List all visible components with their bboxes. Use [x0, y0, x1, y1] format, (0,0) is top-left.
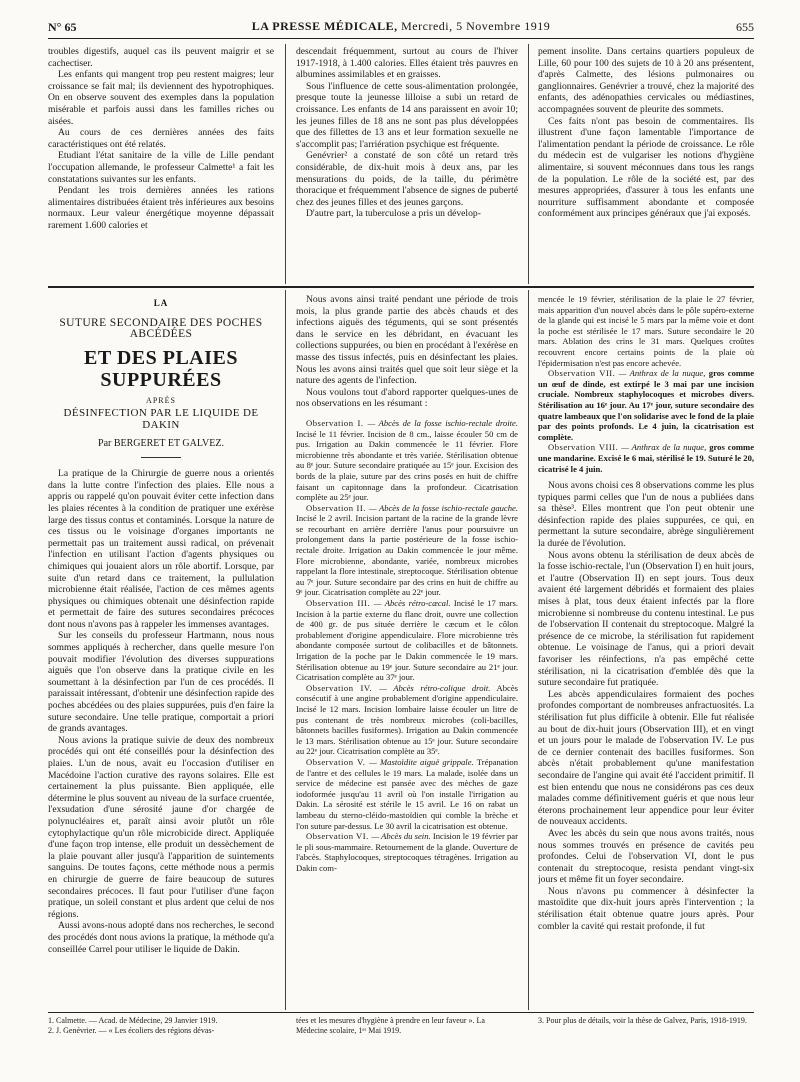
newspaper-page — [48, 0, 754, 1082]
obs-text: Abcès consécutif à une angine probablement d'origine appendiculaire. Incisé le 12 mars. Incision lombaire laisse écouler un litre de pus contenant de très nombreux microbes (coli-bacilles, bâtonnets bacilles fusiformes). Irrigation au Dakin commencée le 13 mars. Stérilisation obtenue au 15ᵉ jour. Suture secondaire au 22ᵉ jour. Cicatrisation complète au 35ᵉ. — [296, 682, 518, 757]
top-col3-paragraph: pement insolite. Dans certains quartiers populeux de Lille, 60 pour 100 des sujets de 10 à 20 ans présentent, d'après Calmette, des lésions pulmonaires ou ganglionnaires. Genévrier a trouvé, chez la majorité des enfants, des adénopathies cervicales ou médiastines, accompagnées souvent de pleurite des sommets. — [538, 46, 754, 115]
footnotes-column-3 — [538, 1016, 754, 1026]
obs-title: — Anthrax de la nuque, — [618, 368, 706, 379]
article-col3-paragraph: Avec les abcès du sein que nous avons traités, nous nous sommes trouvés en présence de cavités peu profondes. Celui de l'observation VI, dont le pus contenait du streptocoque, resista pendant vingt-six jours et même fit un foyer secondaire. — [538, 827, 754, 886]
top-column-2 — [296, 46, 518, 282]
footnote-rule — [48, 1012, 754, 1013]
column-divider — [528, 44, 529, 284]
article-body-1 — [48, 468, 274, 955]
observation-8 — [538, 442, 754, 474]
obs-head: Observation V. — [306, 756, 370, 767]
article-column-2 — [296, 294, 518, 1010]
top-col2-paragraph: Sous l'influence de cette sous-alimentation prolongée, presque toute la jeunesse lilloise a subi un retard de croissance. Les enfants de 14 ans paraissent en avoir 10; les jeunes filles de 18 ans ne sont pas plus développées que des fillettes de 13 ans et leur formation sexuelle ne s'accomplit pas; l'arriération psychique est fréquente. — [296, 80, 518, 150]
obs-title: — Abcès de la fosse ischio-rectale droite. — [367, 417, 518, 428]
obs-head: Observation VI. — [306, 831, 372, 842]
page-number: 655 — [736, 20, 754, 34]
top-column-3 — [538, 46, 754, 282]
footnote-3: 3. Pour plus de détails, voir la thèse de Galvez, Paris, 1918-1919. — [538, 1016, 747, 1025]
observation-2 — [296, 503, 518, 598]
obs-title: — Abcès rétro-colique droit. — [379, 682, 491, 693]
article-col1-paragraph: Nous avions la pratique suivie de deux des nombreux procédés qui ont été conseillés pour la désinfection des plaies. L'un de nous, avait eu l'occasion d'utiliser en Macédoine l'action curative des rayons solaires. Elle est certainement la plus puissante. Bien appliquée, elle détermine le plus souvent au niveau de la surface cruentée, l'exsudation d'une sérosité jaune d'or chargée de polynucléaires et, paraît ainsi avoir plutôt un rôle cytophylactique qu'un rôle microbicide direct. Appliquée d'une façon trop intense, elle produit un dessèchement de la plaie pouvant aller jusqu'à l'apparition de suintements sanguins. De toutes façons, cette méthode nous a permis en chirurgie de guerre de faire beaucoup de sutures secondaires précoces. Il faut pour l'utiliser d'une façon pratique, un soleil constant et plus ardent que celui de nos régions. — [48, 734, 274, 920]
observation-5 — [296, 757, 518, 831]
observation-4 — [296, 683, 518, 757]
observations-list — [296, 418, 518, 874]
top-col2-paragraph: Genévrier² a constaté de son côté un retard très considérable, de dix-huit mois à deux ans, par les mensurations du poids, de la taille, du périmètre thoracique et fréquemment l'absence de signes de puberté chez des jeunes filles et des jeunes garçons. — [296, 150, 518, 208]
issue-date: Mercredi, 5 Novembre 1919 — [401, 19, 551, 33]
article-body-3 — [538, 480, 754, 932]
obs-head: Observation II. — [306, 502, 369, 513]
page-header — [48, 18, 754, 36]
top-col1-paragraph: Les enfants qui mangent trop peu restent maigres; leur croissance se fait mal; ils deviennent des hypotrophiques. On en observe souvent des exemples dans la population misérable et parfois aussi dans les familles riches ou aisées. — [48, 69, 274, 127]
title-separator — [141, 457, 181, 458]
article-col3-paragraph: Nous avons choisi ces 8 observations comme les plus typiques parmi celles que l'un de nous a publiées dans sa thèse³. Elles montrent que l'on peut obtenir une désinfection rapide des plaies suppurées, ce qui, en permettant la suture secondaire, abrège singulièrement la durée de l'évolution. — [538, 480, 754, 550]
article-title-line-3: DÉSINFECTION PAR LE LIQUIDE DE DAKIN — [63, 407, 259, 431]
article-byline: Par BERGERET ET GALVEZ. — [98, 437, 224, 449]
top-col1-paragraph: Au cours de ces dernières années des faits caractéristiques ont été relatés. — [48, 127, 274, 150]
header-rule — [48, 38, 754, 39]
top-col1-paragraph: Pendant les trois dernières années les rations alimentaires distribuées étaient très inférieures aux besoins normaux. Leur valeur énergétique moyenne dépassait rarement 1.600 calories et — [48, 185, 274, 231]
article-title-la: LA — [153, 298, 169, 308]
article-col2-paragraph: Nous voulons tout d'abord rapporter quelques-unes de nos observations en les résumant : — [296, 386, 518, 410]
top-col1-paragraph: troubles digestifs, auquel cas ils peuvent maigrir et se cachectiser. — [48, 46, 274, 69]
obs-text: Trépanation de l'antre et des cellules le 19 mars. La malade, isolée dans un service de médecine est pansée avec des mèches de gaze iodoformée jusqu'au 11 avril où l'on installe l'irrigation au Dakin. La sérosité est stérile le 15 avril. Le 16 on rabat un lambeau du sterno-cléido-mastoïdien qui comble la brèche et l'on suture par-dessus. Le 30 avril la cicatrisation est obtenue. — [296, 756, 518, 831]
obs-text: Incisé le 11 février. Incision de 8 cm., laisse écouler 50 cm de pus. Irrigation au Dakin commencée le 11 février. Flore microbienne très abondante et très variée. Stérilisation obtenue au 8ᵉ jour. Suture secondaire pratiquée au 15ᵉ jour. Excision des bords de la plaie, suture par des crins posés en huit de chiffre faisant un capitonnage dans la profondeur. Cicatrisation complète au 25ᵉ jour. — [296, 428, 518, 503]
article-title-main: ET DES PLAIES SUPPURÉES — [84, 346, 238, 391]
top-column-1 — [48, 46, 274, 282]
top-col2-paragraph: descendait fréquemment, surtout au cours de l'hiver 1917-1918, à 1.400 calories. Elles étaient très pauvres en albumines assimilables et en graisses. — [296, 46, 518, 81]
footnote-1: 1. Calmette. — Acad. de Médecine, 29 Janvier 1919. — [48, 1016, 218, 1025]
article-column-1 — [48, 294, 274, 1002]
obs-title: — Abcès du sein. — [371, 831, 431, 842]
top-col1-paragraph: Etudiant l'état sanitaire de la ville de Lille pendant l'occupation allemande, le professeur Calmette¹ a fait les constatations suivantes sur les enfants. — [48, 150, 274, 185]
footnote-2-cont: tées et les mesures d'hygiène à prendre en leur faveur ». La Médecine scolaire, 1ᵉʳ Mai 1919. — [296, 1016, 485, 1035]
article-column-3 — [538, 294, 754, 1010]
observation-6 — [296, 831, 518, 873]
top-col3-paragraph: Ces faits n'ont pas besoin de commentaires. Ils illustrent d'une façon lamentable l'importance de l'alimentation pendant la période de croissance. Le rôle du médecin est de vulgariser les notions d'hygiène alimentaire, si souvent méconnues dans tous les rangs de la population. Le rôle de la société est, par des mesures appropriées, d'assurer à tous les enfants une nourriture suffisamment abondante et composée conformément aux principes généraux que j'ai exposés. — [538, 115, 754, 220]
obs-text: gros comme un œuf de dinde, est extirpé le 3 mai par une incision cruciale. Nombreux staphylocoques et microbes divers. Stérilisation au 16ᵉ jour. Au 17ᵉ jour, suture secondaire des quatre lambeaux que l'on solidarise avec le fond de la plaie par des points profonds. Le 4 juin, la cicatrisation est complète. — [538, 368, 754, 442]
section-rule — [48, 286, 754, 288]
article-col2-paragraph: Nous avons ainsi traité pendant une période de trois mois, la plus grande partie des abcès chauds et des infections aiguës des téguments, qui se sont présentés dans le service en les débridant, en évacuant les collections suppurées, ou bien en procédant à l'exérèse en masse des tissus infectés, puis en désinfectant les plaies. Nous les avons ainsi traités quel que soit leur siège et la nature des agents de l'infection. — [296, 294, 518, 387]
article-title-line-1: SUTURE SECONDAIRE DES POCHES ABCÉDÉES — [59, 316, 263, 341]
footnote-2: 2. J. Genévrier. — « Les écoliers des régions dévas- — [48, 1026, 215, 1035]
article-col1-paragraph: La pratique de la Chirurgie de guerre nous a orientés dans la lutte contre l'infection des plaies. Elle nous a appris ou rappelé qu'on pouvait éviter cette infection dans les plaies récentes à la condition de pratiquer une exérèse large des tissus contus et contaminés. Lorsque la nature de ces tissus ou le voisinage d'organes importants ne permettait pas un traitement aussi radical, on prévenait l'infection en utilisant l'action d'agents physiques ou chimiques qui jouaient alors un rôle abortif. Lorsque, par suite d'un retard dans ce traitement, la pullulation microbienne était réalisée, l'action de ces mêmes agents physiques ou chimiques obtenait une désinfection rapide et permettait de faire des sutures secondaires précoces dont nous n'avons pas à rappeler les immenses avantages. — [48, 468, 274, 630]
obs-head: Observation VII. — [548, 368, 616, 379]
column-divider — [285, 44, 286, 284]
observation-3 — [296, 598, 518, 683]
obs-head: Observation III. — [306, 598, 374, 609]
footnotes-column-2 — [296, 1016, 518, 1036]
top-col2-paragraph: D'autre part, la tuberculose a pris un dévelop- — [306, 208, 481, 220]
observation-continued: mencée le 19 février, stérilisation de la plaie le 27 février, mais apparition d'un nouvel abcès dans le pôle supéro-externe de la glande qui est incisé le 5 mars par la même voie et dont la poche est stérilisée le 17 mars. Suture secondaire le 20 mars. Ablation des crins le 31 mars. Quelques croûtes recouvrent encore certains points de la plaie où l'épidermisation n'est pas encore achevée. — [538, 294, 754, 368]
obs-title: — Mastoïdite aiguë grippale. — [369, 756, 474, 767]
obs-title: — Abcès de la fosse ischio-rectale gauche. — [368, 502, 518, 513]
column-divider — [285, 290, 286, 1010]
obs-head: Observation IV. — [306, 682, 380, 693]
obs-text: Incisé le 17 mars. Incision à la partie externe du flanc droit, ouvre une collection de 400 gr. de pus située derrière le cæcum et le côlon probablement d'origine appendiculaire. Flore microbienne très abondante composée surtout de colibacilles et de bâtonnets. Irrigation de la poche par le Dakin commencée le 19 mars. Stérilisation obtenue au 19ᵉ jour. Suture secondaire au 21ᵉ jour. Cicatrisation complète au 37ᵉ jour. — [296, 598, 518, 683]
column-divider — [528, 290, 529, 1010]
observation-1 — [296, 418, 518, 503]
article-col1-paragraph: Aussi avons-nous adopté dans nos recherches, le second des procédés dont nous avions la pratique, la méthode qu'a conseillée Carrel pour utiliser le liquide de Dakin. — [48, 920, 274, 955]
obs-title: — Anthrax de la nuque, — [621, 442, 707, 453]
obs-text: Incision le 19 février par le pli sous-mammaire. Retournement de la glande. Ouverture de l'abcès. Staphylocoques, streptocoques tétragènes. Irrigation au Dakin com- — [296, 831, 518, 873]
article-title-apres: APRÈS — [146, 395, 176, 405]
footnotes-column-1 — [48, 1016, 274, 1036]
obs-text: Incisé le 2 avril. Incision partant de la racine de la grande lèvre se recourbant en arrière derrière l'anus pour poursuivre un prolongement dans la partie postérieure de la fosse ischio-rectale droite. Irrigation au Dakin commencée le jour même. Flore microbienne, abondante, variée, nombreux microbes rappelant la flore intestinale, streptocoque. Stérilisation obtenue au 7ᵉ jour. Suture secondaire par des crins en huit de chiffre au 9ᵉ jour. Cicatrisation complète au 22ᵉ jour. — [296, 513, 518, 598]
obs-head: Observation VIII. — [548, 442, 619, 453]
article-col3-paragraph: Les abcès appendiculaires formaient des poches profondes comportant de nombreuses anfractuosités. La stérilisation fut plus difficile à obtenir. Elle fut réalisée au bout de dix-huit jours (Observation III), et en vingt et un jours pour le malade de l'observation IV. Le pus de ce dernier contenait des bacilles fusiformes. Son abcès n'était probablement qu'une manifestation secondaire de l'angine qui avait été l'accident primitif. Il est bien entendu que nous ne considérons pas ces deux malades comme définitivement guéris et que nous leur éterons prochainement leur appendice pour leur éviter de nouveaux accidents. — [538, 688, 754, 828]
journal-masthead — [48, 19, 754, 34]
article-col1-paragraph: Sur les conseils du professeur Hartmann, nous nous sommes appliqués à rechercher, dans quelle mesure l'on pouvait modifier l'évolution des diverses suppurations aiguës que l'on observe dans la pratique civile en les soumettant à la désinfection par l'un de ces procédés. Il paraissait intéressant, d'obtenir une désinfection rapide des poches abcédées ou des plaies suppurées, puis d'en faire la suture secondaire. Une telle pratique, comportait a priori de grands avantages. — [48, 630, 274, 735]
article-col3-paragraph: Nous avons obtenu la stérilisation de deux abcès de la fosse ischio-rectale, l'un (Observation I) en huit jours, et l'autre (Observation II) en sept jours. Tous deux avaient été largement débridés et formaient des plaies mises à plat, tous deux étaient infectés par la flore microbienne si nombreuse du contenu intestinal. Le pus de l'observation II contenait du streptocoque. Malgré la présence de ce microbe, la stérilisation fut rapidement obtenue. Le voisinage de l'anus, qui a priori devait favoriser les réinfections, n'a pas empêché cette stérilisation, ni la cicatrisation d'emblée dès que la suture secondaire fut pratiquée. — [538, 549, 754, 689]
issue-number: N° 65 — [48, 20, 77, 34]
obs-title: — Abcès rétro-cæcal. — [373, 598, 451, 609]
article-col3-paragraph: Nous n'avons pu commencer à désinfecter la mastoïdite que dix-huit jours après l'intervention ; la stérilisation était obtenue quatre jours après. Pour combler la cavité qui restait profonde, il fut — [538, 885, 754, 932]
obs-text: gros comme une mandarine. Excisé le 6 mai, stérilisé le 19. Suturé le 20, cicatrisé le 4 juin. — [538, 442, 754, 474]
obs-head: Observation I. — [306, 417, 368, 428]
observation-7 — [538, 368, 754, 442]
journal-name: LA PRESSE MÉDICALE, — [251, 19, 398, 33]
article-body-2-intro — [296, 294, 518, 410]
